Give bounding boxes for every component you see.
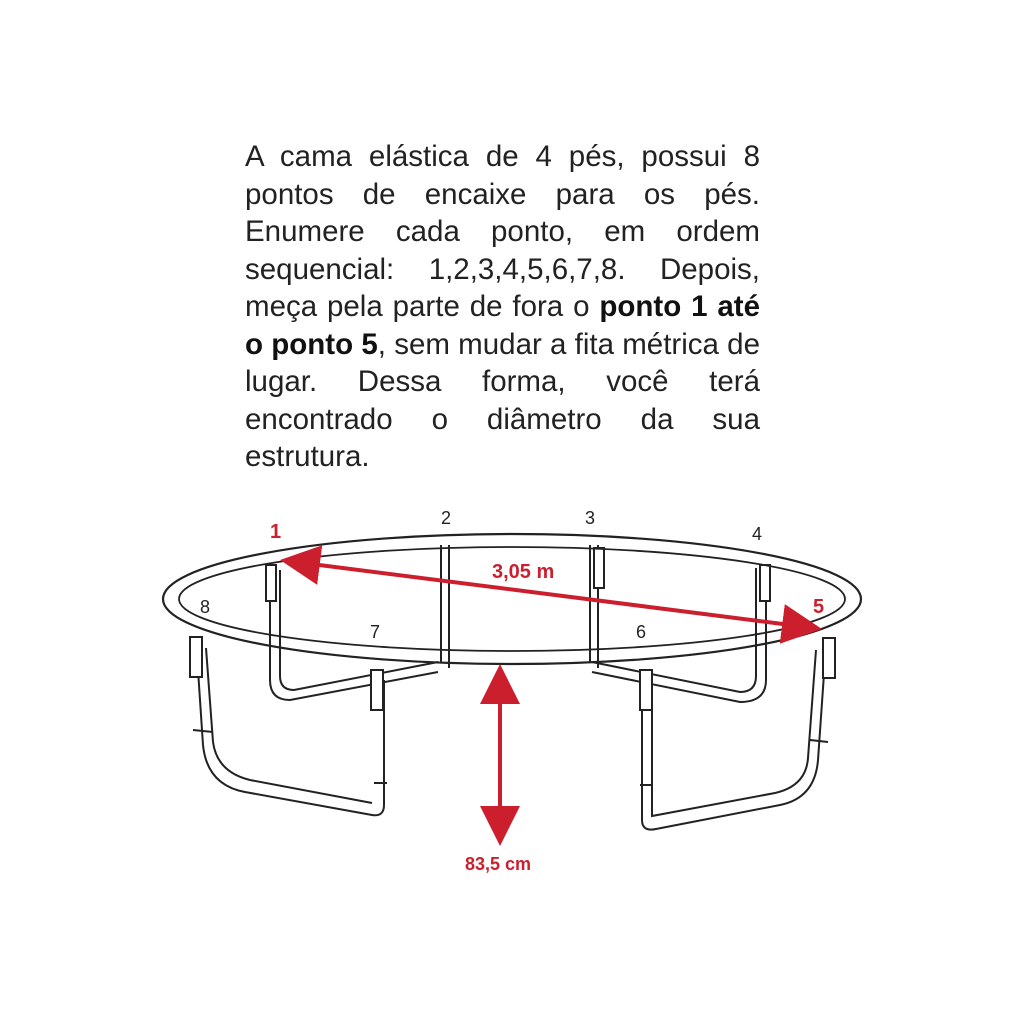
back-leg-right — [590, 545, 770, 702]
front-leg-left — [190, 637, 387, 815]
instruction-part-2: , sem mudar a fita métrica de lugar. Dessa forma, você terá encontrado o diâmetro da sua estrutura. — [245, 327, 760, 473]
point-3-label: 3 — [585, 508, 596, 528]
point-4-label: 4 — [752, 524, 763, 544]
point-6-label: 6 — [636, 622, 647, 642]
point-7-label: 7 — [370, 622, 381, 642]
point-8-label: 8 — [200, 597, 211, 617]
point-1-label: 1 — [270, 521, 282, 543]
instruction-bold: ponto 1 até o ponto 5 — [245, 290, 760, 361]
diameter-label: 3,05 m — [492, 561, 555, 583]
point-5-label: 5 — [813, 596, 825, 618]
point-2-label: 2 — [441, 508, 452, 528]
front-leg-right — [640, 638, 835, 830]
instruction-part-1: A cama elástica de 4 pés, possui 8 pontos de encaixe para os pés. Enumere cada ponto, em ordem sequencial: 1,2,3,4,5,6,7,8. Depois, meça pela parte de fora o — [245, 140, 760, 323]
height-label: 83,5 cm — [465, 854, 532, 874]
